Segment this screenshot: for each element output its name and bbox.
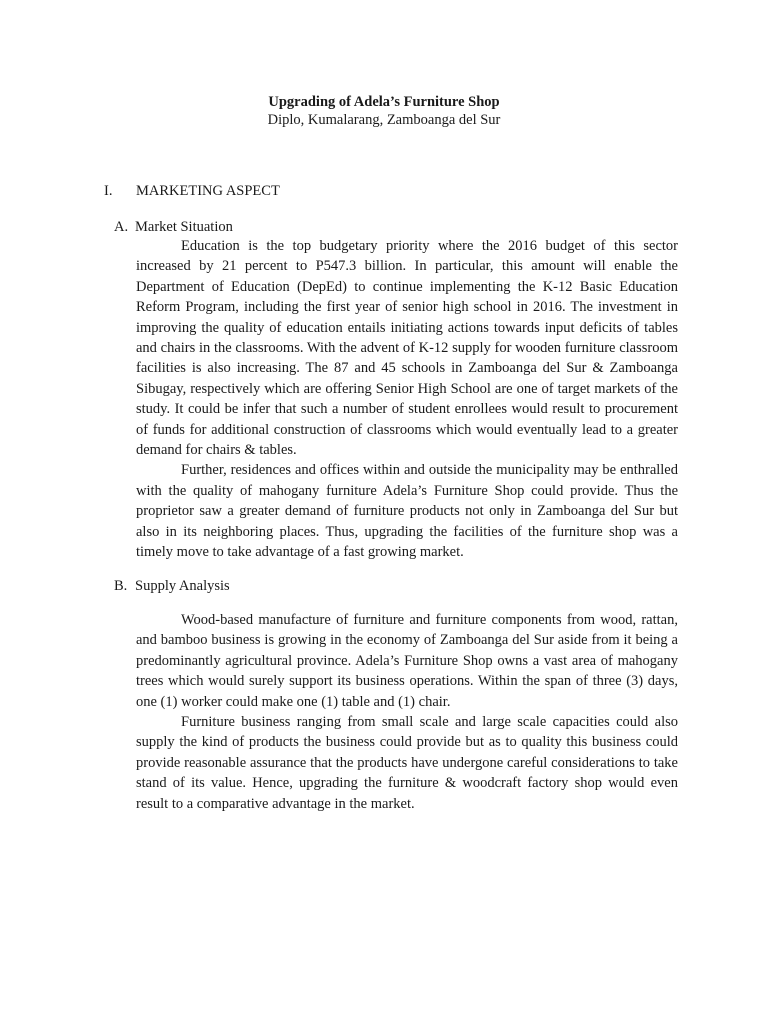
subsection-letter: B. <box>114 578 128 594</box>
section-number: I. <box>104 183 113 199</box>
subsection-heading-market-situation <box>114 218 233 236</box>
section-heading <box>104 182 280 200</box>
subsection-title: Supply Analysis <box>135 578 230 594</box>
paragraph: Wood-based manufacture of furniture and furniture components from wood, rattan, and bamboo business is growing in the economy of Zamboanga del Sur aside from it being a predominantly agricultural province. Adela’s Furniture Shop owns a vast area of mahogany trees which would surely support its business operations. Within the span of three (3) days, one (1) worker could make one (1) table and (1) chair. <box>136 612 678 710</box>
document-subtitle: Diplo, Kumalarang, Zamboanga del Sur <box>267 112 501 128</box>
subsection-letter: A. <box>114 219 129 235</box>
document-title: Upgrading of Adela’s Furniture Shop <box>268 94 500 110</box>
supply-analysis-body <box>136 610 678 814</box>
paragraph: Furniture business ranging from small scale and large scale capacities could also supply the kind of products the business could provide but as to quality this business could provide reasonable assurance that the products have undergone careful considerations to take stand of its value. Hence, upgrading the furniture & woodcraft factory shop would even result to a comparative advantage in the market. <box>136 714 678 812</box>
paragraph: Education is the top budgetary priority where the 2016 budget of this sector increased by 21 percent to P547.3 billion. In particular, this amount will enable the Department of Education (DepEd) to continue implementing the K-12 Basic Education Reform Program, including the first year of senior high school in 2016. The investment in improving the quality of education entails initiating actions towards input deficits of tables and chairs in the classrooms. With the advent of K-12 supply for wooden furniture classroom facilities is also increasing. The 87 and 45 schools in Zamboanga del Sur & Zamboanga Sibugay, respectively which are offering Senior High School are one of target markets of the study. It could be infer that such a number of student enrollees would result to procurement of funds for additional construction of classrooms which would eventually lead to a greater demand for chairs & tables. <box>136 238 678 459</box>
market-situation-body <box>136 236 678 563</box>
paragraph: Further, residences and offices within and outside the municipality may be enthralled with the quality of mahogany furniture Adela’s Furniture Shop could provide. Thus the proprietor saw a greater demand of furniture products not only in Zamboanga del Sur but also in its neighboring places. Thus, upgrading the facilities of the furniture shop was a timely move to take advantage of a fast growing market. <box>136 462 678 561</box>
subsection-heading-supply-analysis <box>114 577 230 595</box>
section-title: MARKETING ASPECT <box>136 183 280 199</box>
subsection-title: Market Situation <box>135 219 233 235</box>
